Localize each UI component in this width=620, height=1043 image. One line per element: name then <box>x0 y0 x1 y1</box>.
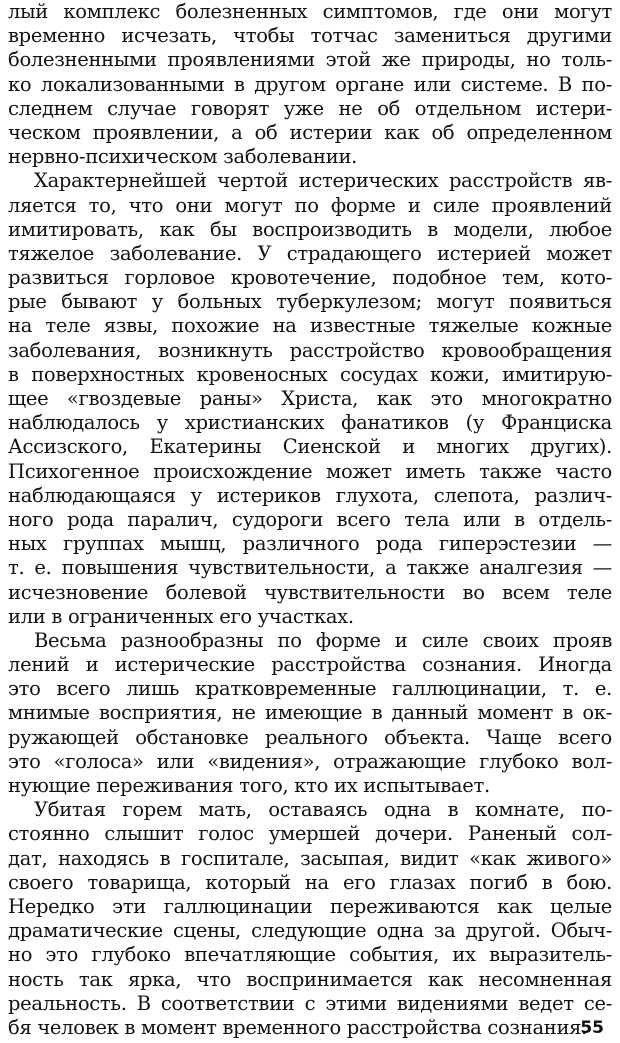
text-line: в поверхностных кровеносных сосудах кожи, имитирую- <box>8 362 612 386</box>
text-line: лый комплекс болезненных симптомов, где они могут <box>8 0 612 23</box>
text-line: тяжелое заболевание. У страдающего истерией может <box>8 241 612 265</box>
paragraph <box>8 0 612 169</box>
paragraph <box>8 169 612 629</box>
text-line: или в ограниченных его участках. <box>8 604 354 628</box>
text-line: ружающей обстановке реального объекта. Чаще всего <box>8 725 612 749</box>
page-number: 55 <box>580 1018 604 1038</box>
text-line: на теле язвы, похожие на известные тяжелые кожные <box>8 314 612 338</box>
text-line: стоянно слышит голос умершей дочери. Раненый сол- <box>8 822 612 846</box>
text-line: щее «гвоздевые раны» Христа, как это многократно <box>8 387 612 410</box>
text-line: нервно-психическом заболевании. <box>8 145 358 169</box>
text-line: Убитая горем мать, оставаясь одна в комнате, по- <box>34 798 612 822</box>
text-line: это всего лишь кратковременные галлюцинации, т. е. <box>8 677 612 701</box>
paragraph <box>8 798 612 1040</box>
text-line: Психогенное происхождение может иметь также часто <box>8 459 612 483</box>
text-line: ко локализованными в другом органе или системе. В по- <box>8 72 612 96</box>
text-line: наблюдающаяся у истериков глухота, слепота, различ- <box>8 483 612 507</box>
text-line: Нередко эти галлюцинации переживаются как целые <box>8 894 612 918</box>
text-line: рые бывают у больных туберкулезом; могут появиться <box>8 290 612 314</box>
text-line: драматические сцены, следующие одна за другой. Обыч- <box>8 919 612 943</box>
text-line: ных группах мышц, различного рода гиперэстезии — <box>8 532 612 556</box>
text-line: лений и истерические расстройства сознания. Иногда <box>8 653 612 677</box>
text-line: ного рода паралич, судороги всего тела или в отдель- <box>8 507 612 531</box>
text-line: временно исчезать, чтобы тотчас замениться другими <box>8 24 612 48</box>
text-line: т. е. повышения чувствительности, а также аналгезия — <box>8 556 612 580</box>
text-line: нующие переживания того, кто их испытывает. <box>8 774 490 797</box>
paragraph <box>8 629 612 798</box>
text-line: Весьма разнообразны по форме и силе своих прояв <box>34 628 612 652</box>
text-line: бя человек в момент временного расстройства сознания. <box>8 1015 588 1039</box>
text-line: мнимые восприятия, не имеющие в данный момент в ок- <box>8 701 612 725</box>
text-line: имитировать, как бы воспроизводить в модели, любое <box>8 217 612 241</box>
text-line: наблюдалось у христианских фанатиков (у Франциска <box>8 411 612 435</box>
text-line: следнем случае говорят уже не об отдельном истери- <box>8 96 612 120</box>
text-line: Характернейшей чертой истерических расстройств яв- <box>34 169 612 193</box>
text-line: развиться горловое кровотечение, подобное тем, кото- <box>8 266 612 290</box>
text-line: ческом проявлении, а об истерии как об определенном <box>8 120 612 144</box>
text-line: это «голоса» или «видения», отражающие глубоко вол- <box>8 749 612 773</box>
body-text <box>8 0 612 1040</box>
text-line: Ассизского, Екатерины Сиенской и многих других). <box>8 435 612 459</box>
text-line: исчезновение болевой чувствительности во всем теле <box>8 580 612 604</box>
text-line: но это глубоко впечатляющие события, их выразитель- <box>8 943 612 967</box>
text-line: реальность. В соответствии с этими видениями ведет се- <box>8 991 612 1015</box>
text-line: ляется то, что они могут по форме и силе проявлений <box>8 193 612 217</box>
text-line: болезненными проявлениями этой же природы, но толь- <box>8 48 612 72</box>
text-line: заболевания, возникнуть расстройство кровообращения <box>8 338 612 362</box>
text-line: дат, находясь в госпитале, засыпая, видит «как живого» <box>8 846 612 870</box>
text-line: своего товарища, который на его глазах погиб в бою. <box>8 870 612 894</box>
text-line: ность так ярка, что воспринимается как несомненная <box>8 967 612 991</box>
